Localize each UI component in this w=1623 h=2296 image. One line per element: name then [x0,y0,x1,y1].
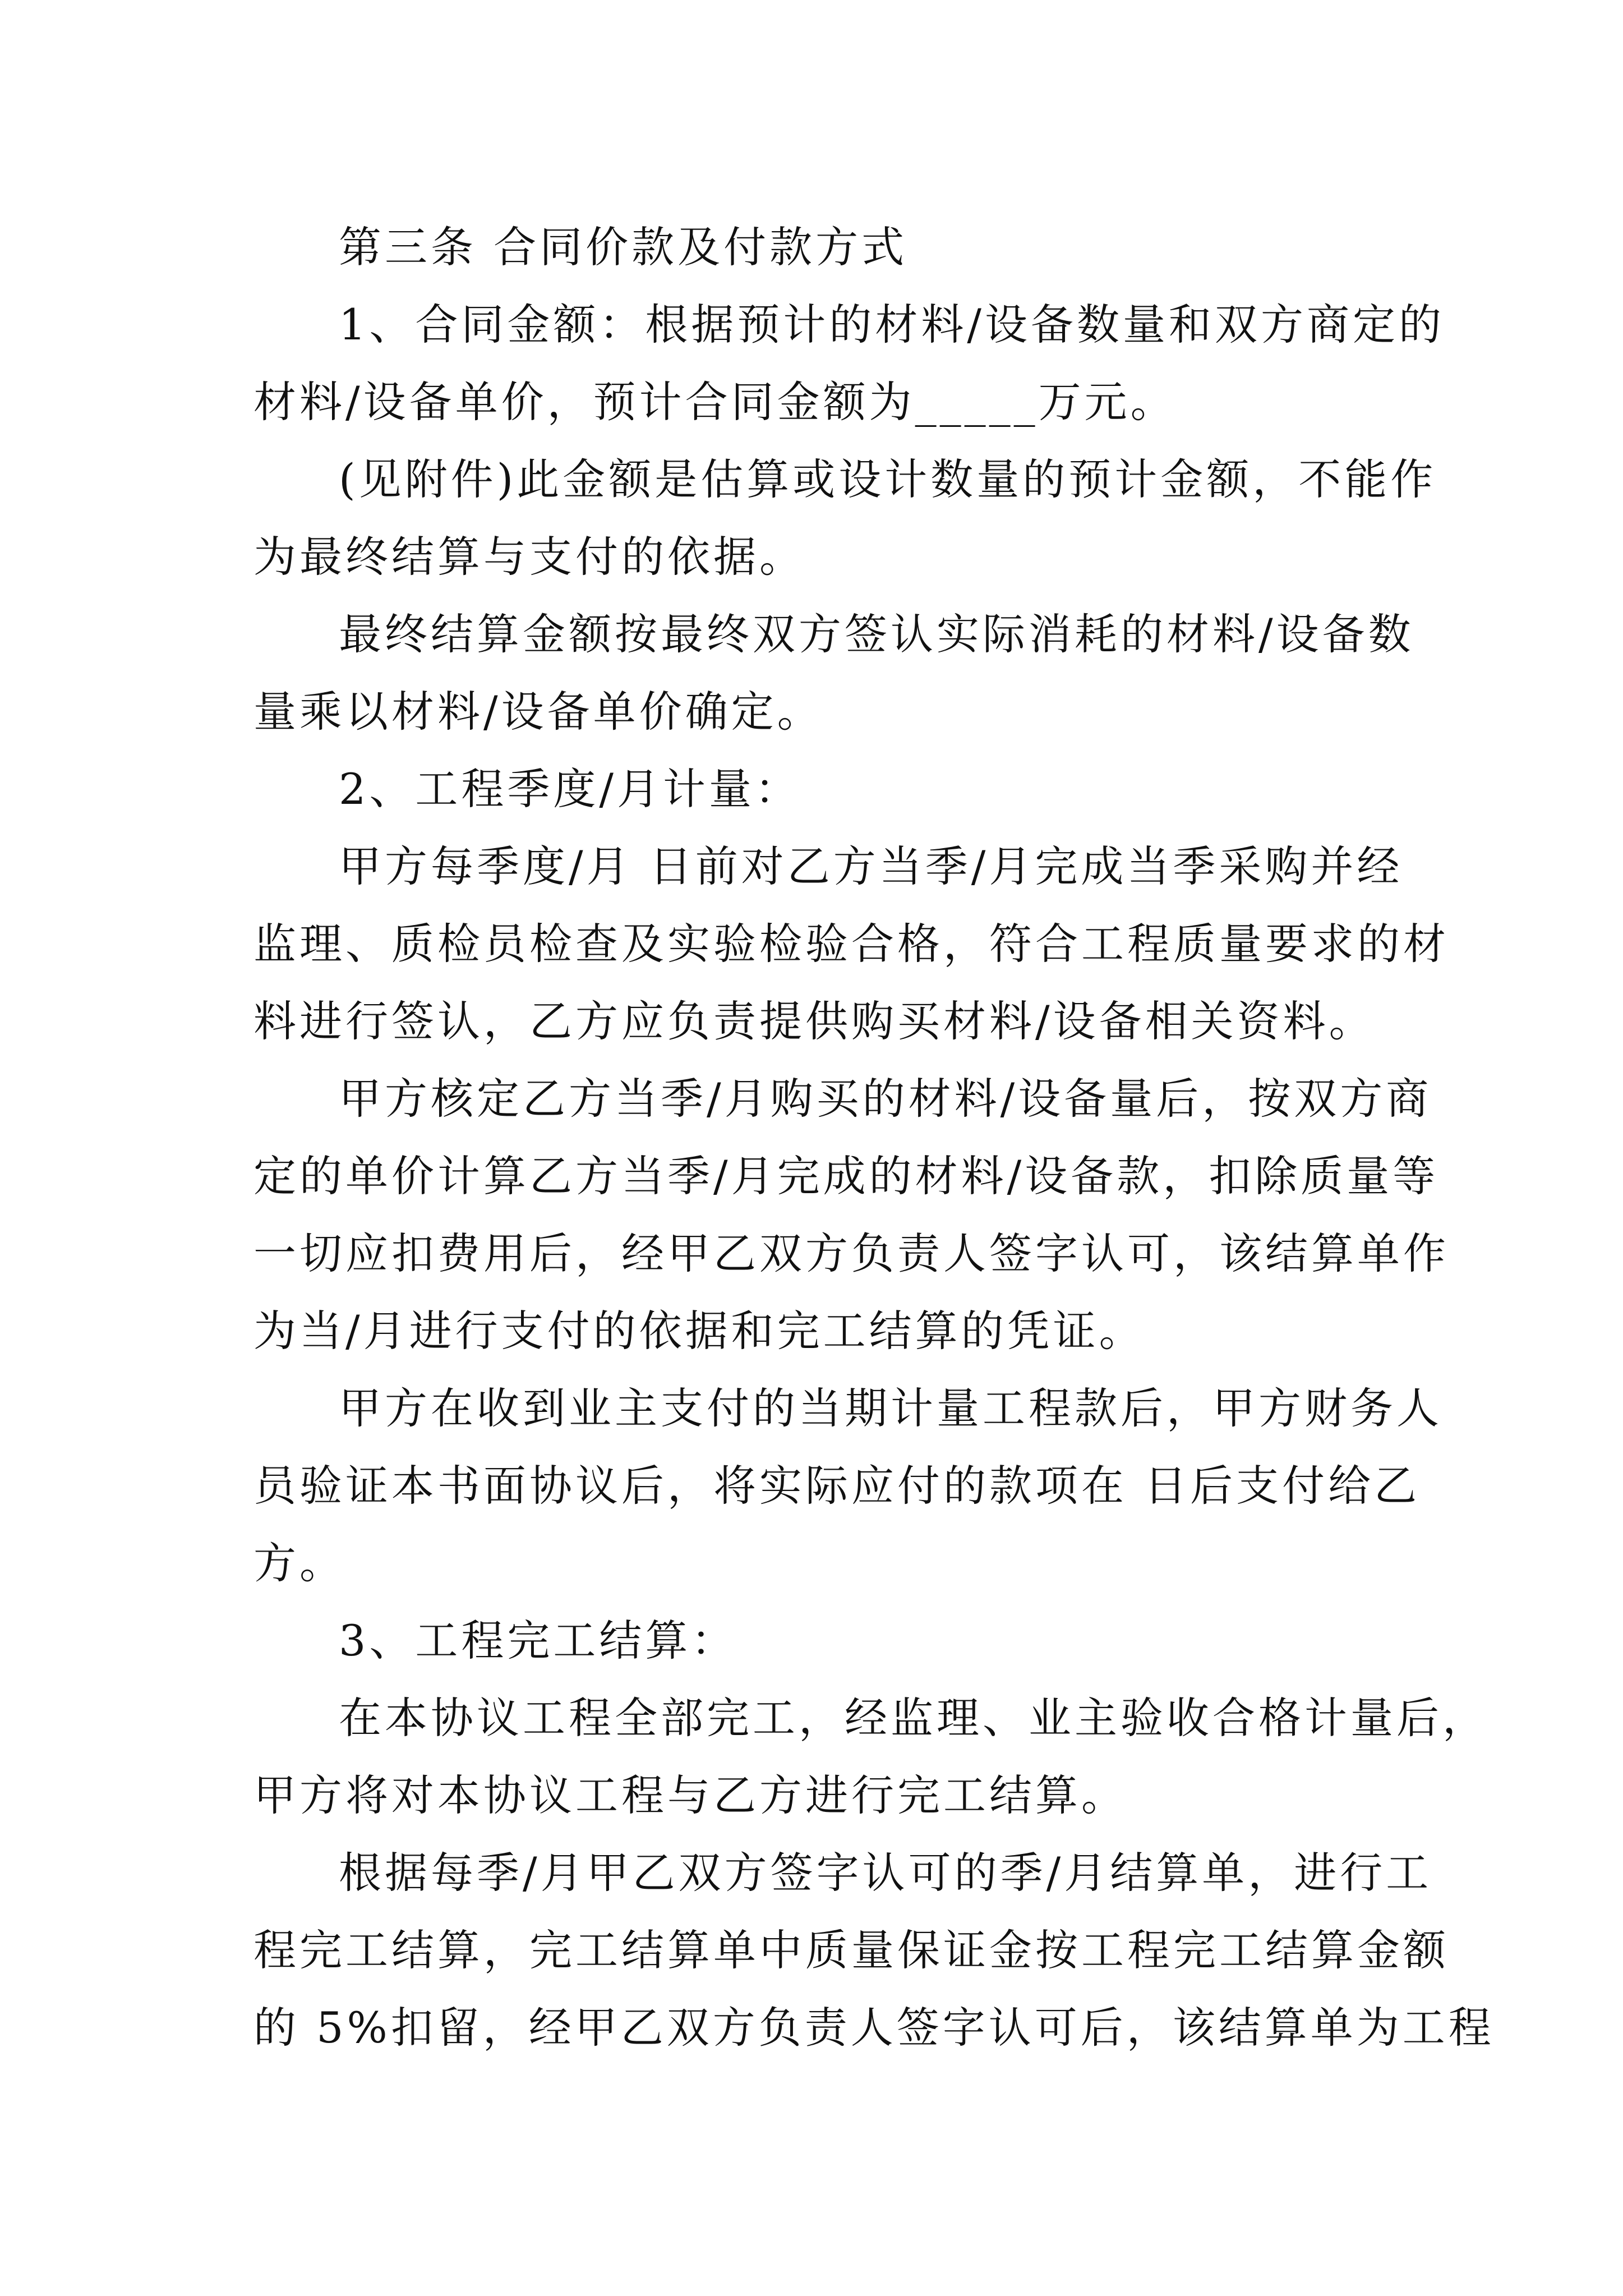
paragraph-line: 甲方核定乙方当季/月购买的材料/设备量后，按双方商 [339,1074,1432,1124]
paragraph-line: 程完工结算，完工结算单中质量保证金按工程完工结算金额 [253,1925,1449,1975]
paragraph-line: 量乘以材料/设备单价确定。 [253,687,823,737]
paragraph-line: 甲方每季度/月 日前对乙方当季/月完成当季采购并经 [339,841,1403,891]
paragraph-line: 根据每季/月甲乙双方签字认可的季/月结算单，进行工 [339,1848,1432,1898]
article-heading: 第三条 合同价款及付款方式 [339,222,908,272]
paragraph-line: 的 5%扣留，经甲乙双方负责人签字认可后，该结算单为工程 [253,2003,1495,2053]
paragraph-line: 甲方在收到业主支付的当期计量工程款后，甲方财务人 [339,1383,1442,1433]
section-heading: 3、工程完工结算： [339,1616,737,1665]
paragraph-line: 为当/月进行支付的依据和完工结算的凭证。 [253,1306,1145,1356]
document-body [253,209,1495,2067]
paragraph-line: 一切应扣费用后，经甲乙双方负责人签字认可，该结算单作 [253,1228,1449,1278]
paragraph-line: 员验证本书面协议后，将实际应付的款项在 日后支付给乙 [253,1461,1421,1511]
paragraph-line: (见附件)此金额是估算或设计数量的预计金额，不能作 [339,454,1437,504]
paragraph-line: 料进行签认，乙方应负责提供购买材料/设备相关资料。 [253,996,1375,1046]
paragraph-line: 甲方将对本协议工程与乙方进行完工结算。 [253,1770,1127,1820]
paragraph-line: 材料/设备单价，预计合同金额为_____万元。 [253,377,1177,427]
paragraph-line: 监理、质检员检查及实验检验合格，符合工程质量要求的材 [253,919,1449,969]
paragraph-line: 定的单价计算乙方当季/月完成的材料/设备款，扣除质量等 [253,1151,1439,1201]
paragraph-line: 最终结算金额按最终双方签认实际消耗的材料/设备数 [339,609,1414,659]
paragraph-line: 在本协议工程全部完工，经监理、业主验收合格计量后， [339,1693,1488,1743]
paragraph-line: 方。 [253,1538,345,1588]
paragraph-line: 为最终结算与支付的依据。 [253,532,805,582]
section-heading: 2、工程季度/月计量： [339,764,801,814]
paragraph-line: 1、合同金额：根据预计的材料/设备数量和双方商定的 [339,300,1445,349]
